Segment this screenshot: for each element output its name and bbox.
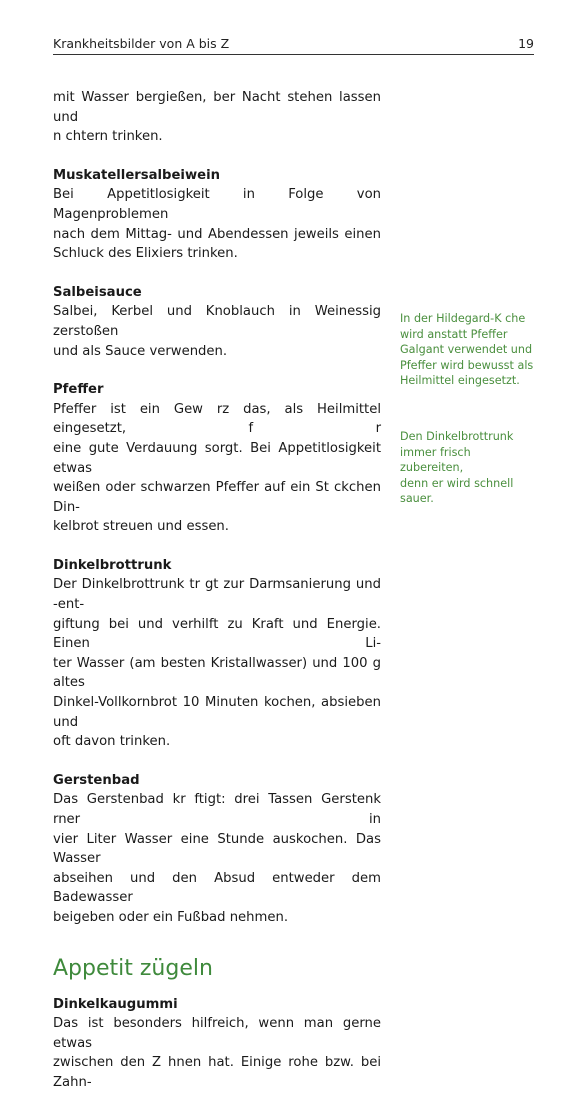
text-line: Schluck des Elixiers trinken. (53, 246, 238, 262)
sidenote-hildegard (400, 311, 535, 389)
sidenote-line: Den Dinkelbrottrunk (400, 430, 514, 443)
sidenote-line: immer frisch zubereiten, (400, 445, 471, 474)
sidenote-line: In der Hildegard-K che (400, 312, 526, 325)
text-line: Pfeffer ist ein Gew rz das, als Heilmittel eingesetzt, f r (53, 401, 381, 437)
text-line: Bei Appetitlosigkeit in Folge von Magenproblemen (53, 187, 381, 222)
entry-heading: Pfeffer (53, 382, 104, 398)
text-line: kelbrot streuen und essen. (53, 519, 229, 535)
entry-heading: Salbeisauce (53, 284, 142, 300)
intro-paragraph (53, 88, 381, 147)
text-line: und als Sauce verwenden. (53, 343, 228, 359)
text-line: giftung bei und verhilft zu Kraft und Energie. Einen Li- (53, 616, 381, 652)
text-line: beigeben oder ein Fußbad nehmen. (53, 909, 289, 925)
text-line: eine gute Verdauung sorgt. Bei Appetitlosigkeit etwas (53, 440, 381, 476)
main-column (53, 88, 381, 1112)
sidenote-line: wird anstatt Pfeffer (400, 327, 508, 341)
entry-dinkelbrottrunk (53, 556, 381, 752)
entry-salbeisauce (53, 283, 381, 361)
text-line: Der Dinkelbrottrunk tr gt zur Darmsanierung und -ent- (53, 577, 381, 613)
sidenote-line: Heilmittel eingesetzt. (400, 374, 520, 387)
text-line: oft davon trinken. (53, 734, 171, 750)
text-line: weißen oder schwarzen Pfeffer auf ein St ckchen Din- (53, 480, 381, 515)
text-line: mit Wasser bergießen, ber Nacht stehen lassen und (53, 90, 381, 125)
entry-gerstenbad (53, 771, 381, 928)
entry-muskatellersalbeiwein (53, 166, 381, 264)
entry-heading: Dinkelbrottrunk (53, 557, 172, 573)
sidenote-line: Pfeffer wird bewusst als (400, 358, 534, 372)
entry-dinkelkaugummi (53, 995, 381, 1093)
text-line: zwischen den Z hnen hat. Einige rohe bzw. bei Zahn- (53, 1055, 381, 1090)
entry-heading: Dinkelkaugummi (53, 996, 178, 1012)
sidenote-line: sauer. (400, 492, 434, 505)
entry-heading: Gerstenbad (53, 772, 140, 788)
text-line: Das ist besonders hilfreich, wenn man gerne etwas (53, 1016, 381, 1051)
text-line: abseihen und den Absud entweder dem Badewasser (53, 870, 381, 906)
entry-pfeffer (53, 380, 381, 537)
text-line: ter Wasser (am besten Kristallwasser) und 100 g altes (53, 655, 381, 691)
sidenote-line: denn er wird schnell (400, 476, 514, 490)
header-title: Krankheitsbilder von A bis Z (53, 36, 230, 51)
running-header (53, 34, 534, 55)
text-line: nach dem Mittag- und Abendessen jeweils einen (53, 226, 381, 242)
text-line: vier Liter Wasser eine Stunde auskochen. Das Wasser (53, 831, 381, 867)
section-heading: Appetit zügeln (53, 955, 213, 981)
text-line: Dinkel-Vollkornbrot 10 Minuten kochen, absieben und (53, 695, 381, 730)
page-number: 19 (518, 36, 534, 51)
text-line: Das Gerstenbad kr ftigt: drei Tassen Gerstenk rner in (53, 792, 381, 827)
text-line: n chtern trinken. (53, 129, 163, 145)
entry-heading: Muskatellersalbeiwein (53, 167, 220, 183)
sidenote-dinkelbrottrunk (400, 429, 535, 507)
text-line: Salbei, Kerbel und Knoblauch in Weinessig zerstoßen (53, 304, 381, 339)
sidenote-line: Galgant verwendet und (400, 343, 533, 356)
